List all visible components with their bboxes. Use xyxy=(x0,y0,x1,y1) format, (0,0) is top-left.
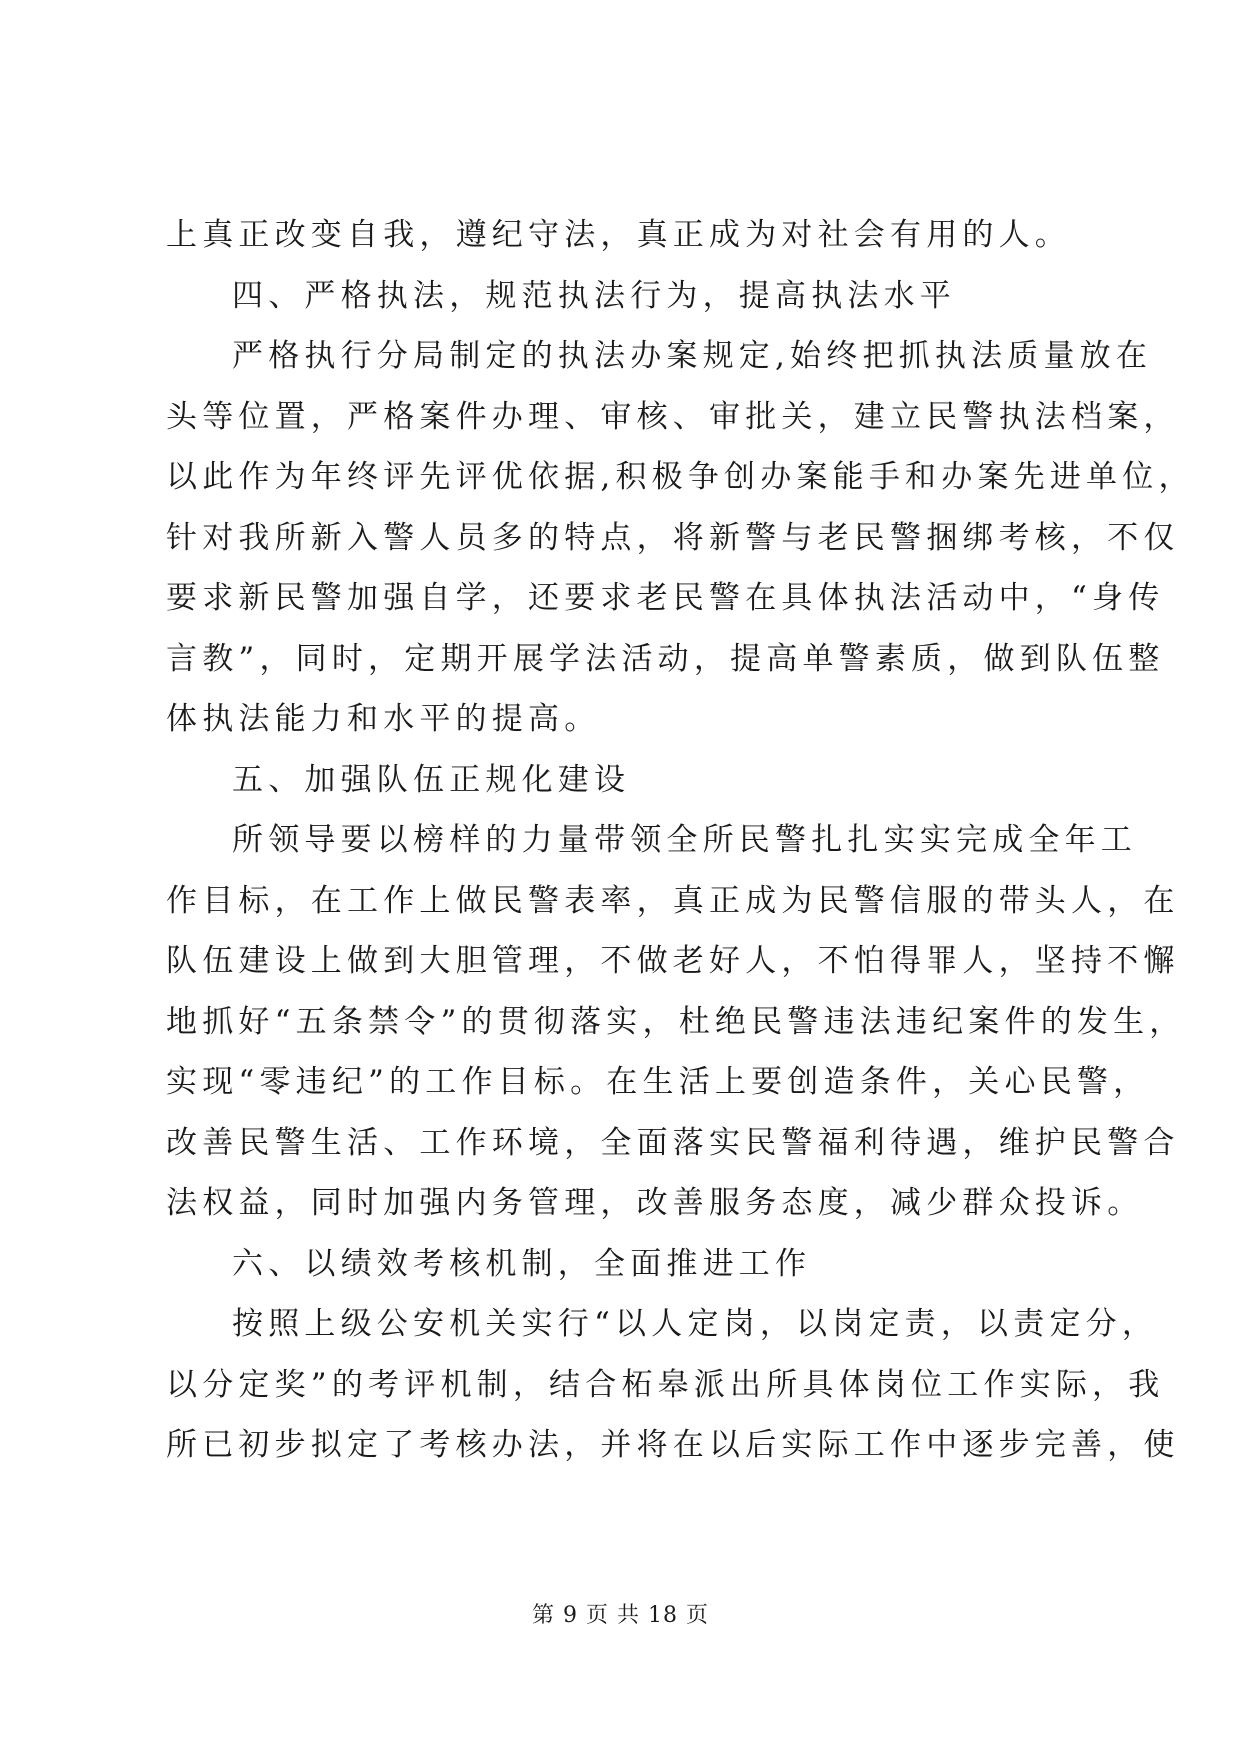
text-line: 以此作为年终评先评优依据,积极争创办案能手和办案先进单位， xyxy=(166,459,1195,495)
paragraph-6 xyxy=(166,1294,1180,1476)
document-body xyxy=(166,205,1195,1476)
text-line: 头等位置，严格案件办理、审核、审批关，建立民警执法档案， xyxy=(166,398,1180,435)
text-line: 体执法能力和水平的提高。 xyxy=(166,701,601,737)
paragraph-continuation xyxy=(166,205,1080,266)
text-line: 所领导要以榜样的力量带领全所民警扎扎实实完成全年工 xyxy=(232,822,1137,858)
text-line: 队伍建设上做到大胆管理，不做老好人，不怕得罪人，坚持不懈 xyxy=(166,943,1180,979)
text-line: 法权益，同时加强内务管理，改善服务态度，减少群众投诉。 xyxy=(166,1185,1144,1221)
text-line: 地抓好“五条禁令”的贯彻落实，杜绝民警违法违纪案件的发生， xyxy=(166,1003,1186,1040)
text-line: 实现“零违纪”的工作目标。在生活上要创造条件，关心民警， xyxy=(166,1064,1150,1100)
heading-4 xyxy=(166,266,1080,327)
text-line: 改善民警生活、工作环境，全面落实民警福利待遇，维护民警合 xyxy=(166,1124,1180,1161)
text-line: 言教”，同时，定期开展学法活动，提高单警素质，做到队伍整 xyxy=(166,640,1165,677)
text-line: 四、严格执法，规范执法行为，提高执法水平 xyxy=(232,277,956,314)
text-line: 作目标，在工作上做民警表率，真正成为民警信服的带头人，在 xyxy=(166,882,1180,919)
text-line: 要求新民警加强自学，还要求老民警在具体执法活动中，“身传 xyxy=(166,580,1165,616)
paragraph-5 xyxy=(166,810,1186,1234)
text-line: 按照上级公安机关实行“以人定岗，以岗定责，以责定分， xyxy=(232,1306,1159,1342)
text-line: 所已初步拟定了考核办法，并将在以后实际工作中逐步完善，使 xyxy=(166,1427,1180,1463)
text-line: 六、以绩效考核机制，全面推进工作 xyxy=(232,1245,812,1282)
page-footer: 第 9 页 共 18 页 xyxy=(532,1603,709,1628)
text-line: 五、加强队伍正规化建设 xyxy=(232,761,631,798)
text-line: 针对我所新入警人员多的特点，将新警与老民警捆绑考核，不仅 xyxy=(166,519,1180,556)
text-line: 严格执行分局制定的执法办案规定,始终把抓执法质量放在 xyxy=(232,338,1153,374)
text-line: 上真正改变自我，遵纪守法，真正成为对社会有用的人。 xyxy=(166,217,1071,253)
heading-6 xyxy=(166,1234,1080,1295)
paragraph-4 xyxy=(166,326,1195,750)
text-line: 以分定奖”的考评机制，结合柘皋派出所具体岗位工作实际，我 xyxy=(166,1366,1165,1403)
heading-5 xyxy=(166,750,1080,811)
